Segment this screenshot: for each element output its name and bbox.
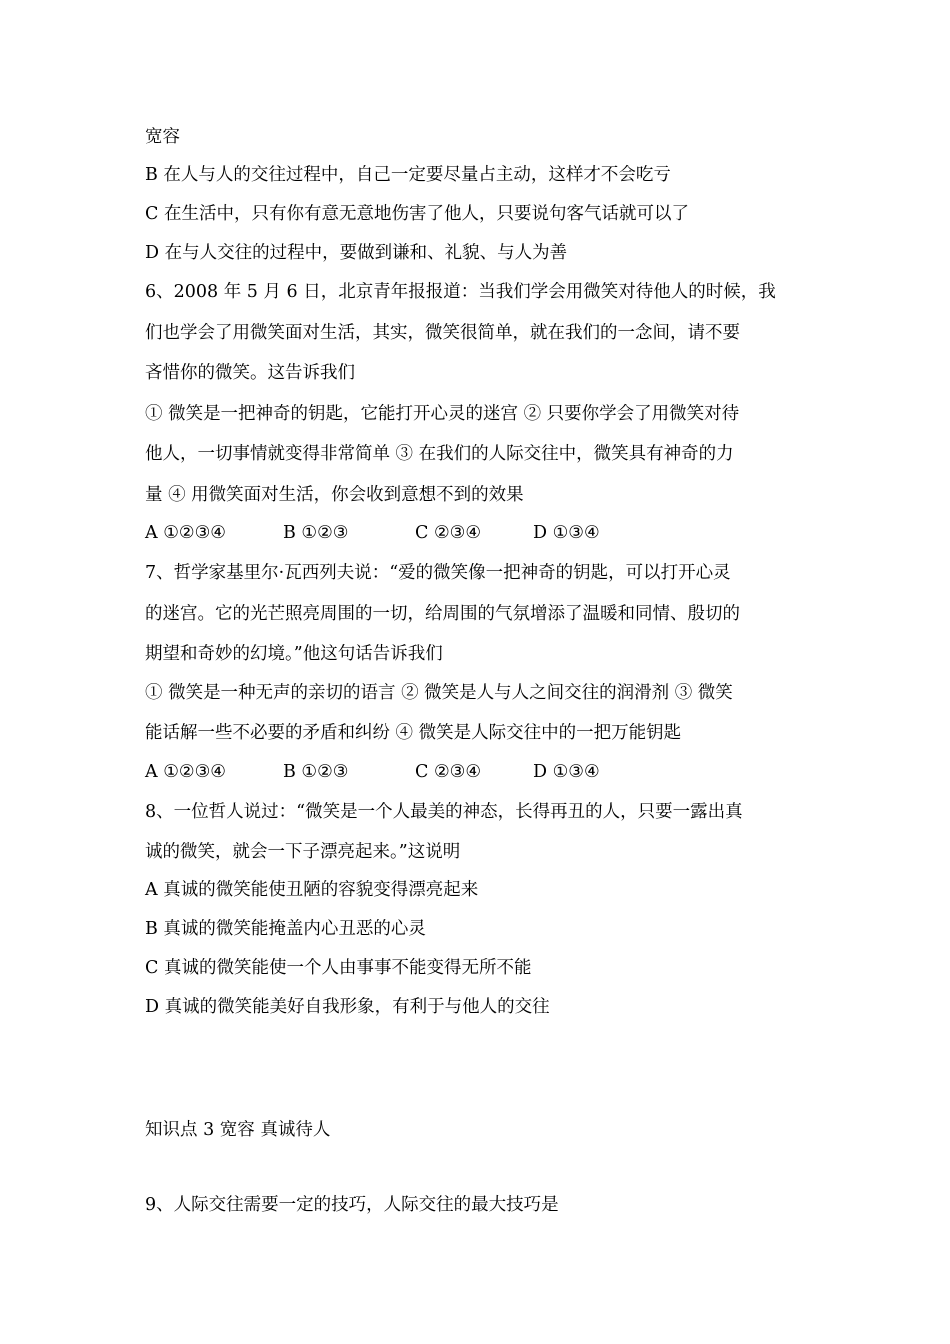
option-b: B 在人与人的交往过程中，自己一定要尽量占主动，这样才不会吃亏 — [145, 165, 671, 185]
option-d: D ①③④ — [533, 523, 600, 543]
question-8: 8、一位哲人说过：“微笑是一个人最美的神态，长得再丑的人，只要一露出真 — [145, 802, 743, 822]
question-9: 9、人际交往需要一定的技巧，人际交往的最大技巧是 — [145, 1195, 559, 1215]
question-6-statements: 他人，一切事情就变得非常简单 ③ 在我们的人际交往中，微笑具有神奇的力 — [145, 444, 734, 464]
question-6-statements: ① 微笑是一把神奇的钥匙，它能打开心灵的迷宫 ② 只要你学会了用微笑对待 — [145, 404, 740, 424]
question-6-cont: 们也学会了用微笑面对生活，其实，微笑很简单，就在我们的一念间，请不要 — [145, 323, 740, 343]
option-d: D 在与人交往的过程中，要做到谦和、礼貌、与人为善 — [145, 243, 568, 263]
option-a: A 真诚的微笑能使丑陋的容貌变得漂亮起来 — [145, 880, 479, 900]
option-c: C ②③④ — [415, 762, 482, 782]
question-7-cont: 的迷宫。它的光芒照亮周围的一切，给周围的气氛增添了温暖和同情、殷切的 — [145, 604, 740, 624]
option-b: B 真诚的微笑能掩盖内心丑恶的心灵 — [145, 919, 426, 939]
text-line: 宽容 — [145, 127, 180, 147]
question-6-cont: 吝惜你的微笑。这告诉我们 — [145, 363, 355, 383]
option-d: D 真诚的微笑能美好自我形象，有利于与他人的交往 — [145, 997, 550, 1017]
question-7-options — [145, 760, 815, 784]
question-6-options — [145, 521, 815, 545]
question-7-statements: 能话解一些不必要的矛盾和纠纷 ④ 微笑是人际交往中的一把万能钥匙 — [145, 723, 682, 743]
question-8-cont: 诚的微笑，就会一下子漂亮起来。”这说明 — [145, 842, 461, 862]
option-a: A ①②③④ — [145, 762, 226, 782]
option-c: C ②③④ — [415, 523, 482, 543]
option-a: A ①②③④ — [145, 523, 226, 543]
question-7-statements: ① 微笑是一种无声的亲切的语言 ② 微笑是人与人之间交往的润滑剂 ③ 微笑 — [145, 683, 733, 703]
option-d: D ①③④ — [533, 762, 600, 782]
option-c: C 在生活中，只有你有意无意地伤害了他人，只要说句客气话就可以了 — [145, 204, 689, 224]
question-6-statements: 量 ④ 用微笑面对生活，你会收到意想不到的效果 — [145, 485, 524, 505]
question-7-cont: 期望和奇妙的幻境。”他这句话告诉我们 — [145, 644, 443, 664]
option-b: B ①②③ — [283, 762, 349, 782]
question-6: 6、2008 年 5 月 6 日，北京青年报报道：当我们学会用微笑对待他人的时候，我 — [145, 282, 776, 302]
section-heading: 知识点 3 宽容 真诚待人 — [145, 1120, 331, 1140]
option-b: B ①②③ — [283, 523, 349, 543]
question-7: 7、哲学家基里尔·瓦西列夫说：“爱的微笑像一把神奇的钥匙，可以打开心灵 — [145, 563, 731, 583]
option-c: C 真诚的微笑能使一个人由事事不能变得无所不能 — [145, 958, 532, 978]
